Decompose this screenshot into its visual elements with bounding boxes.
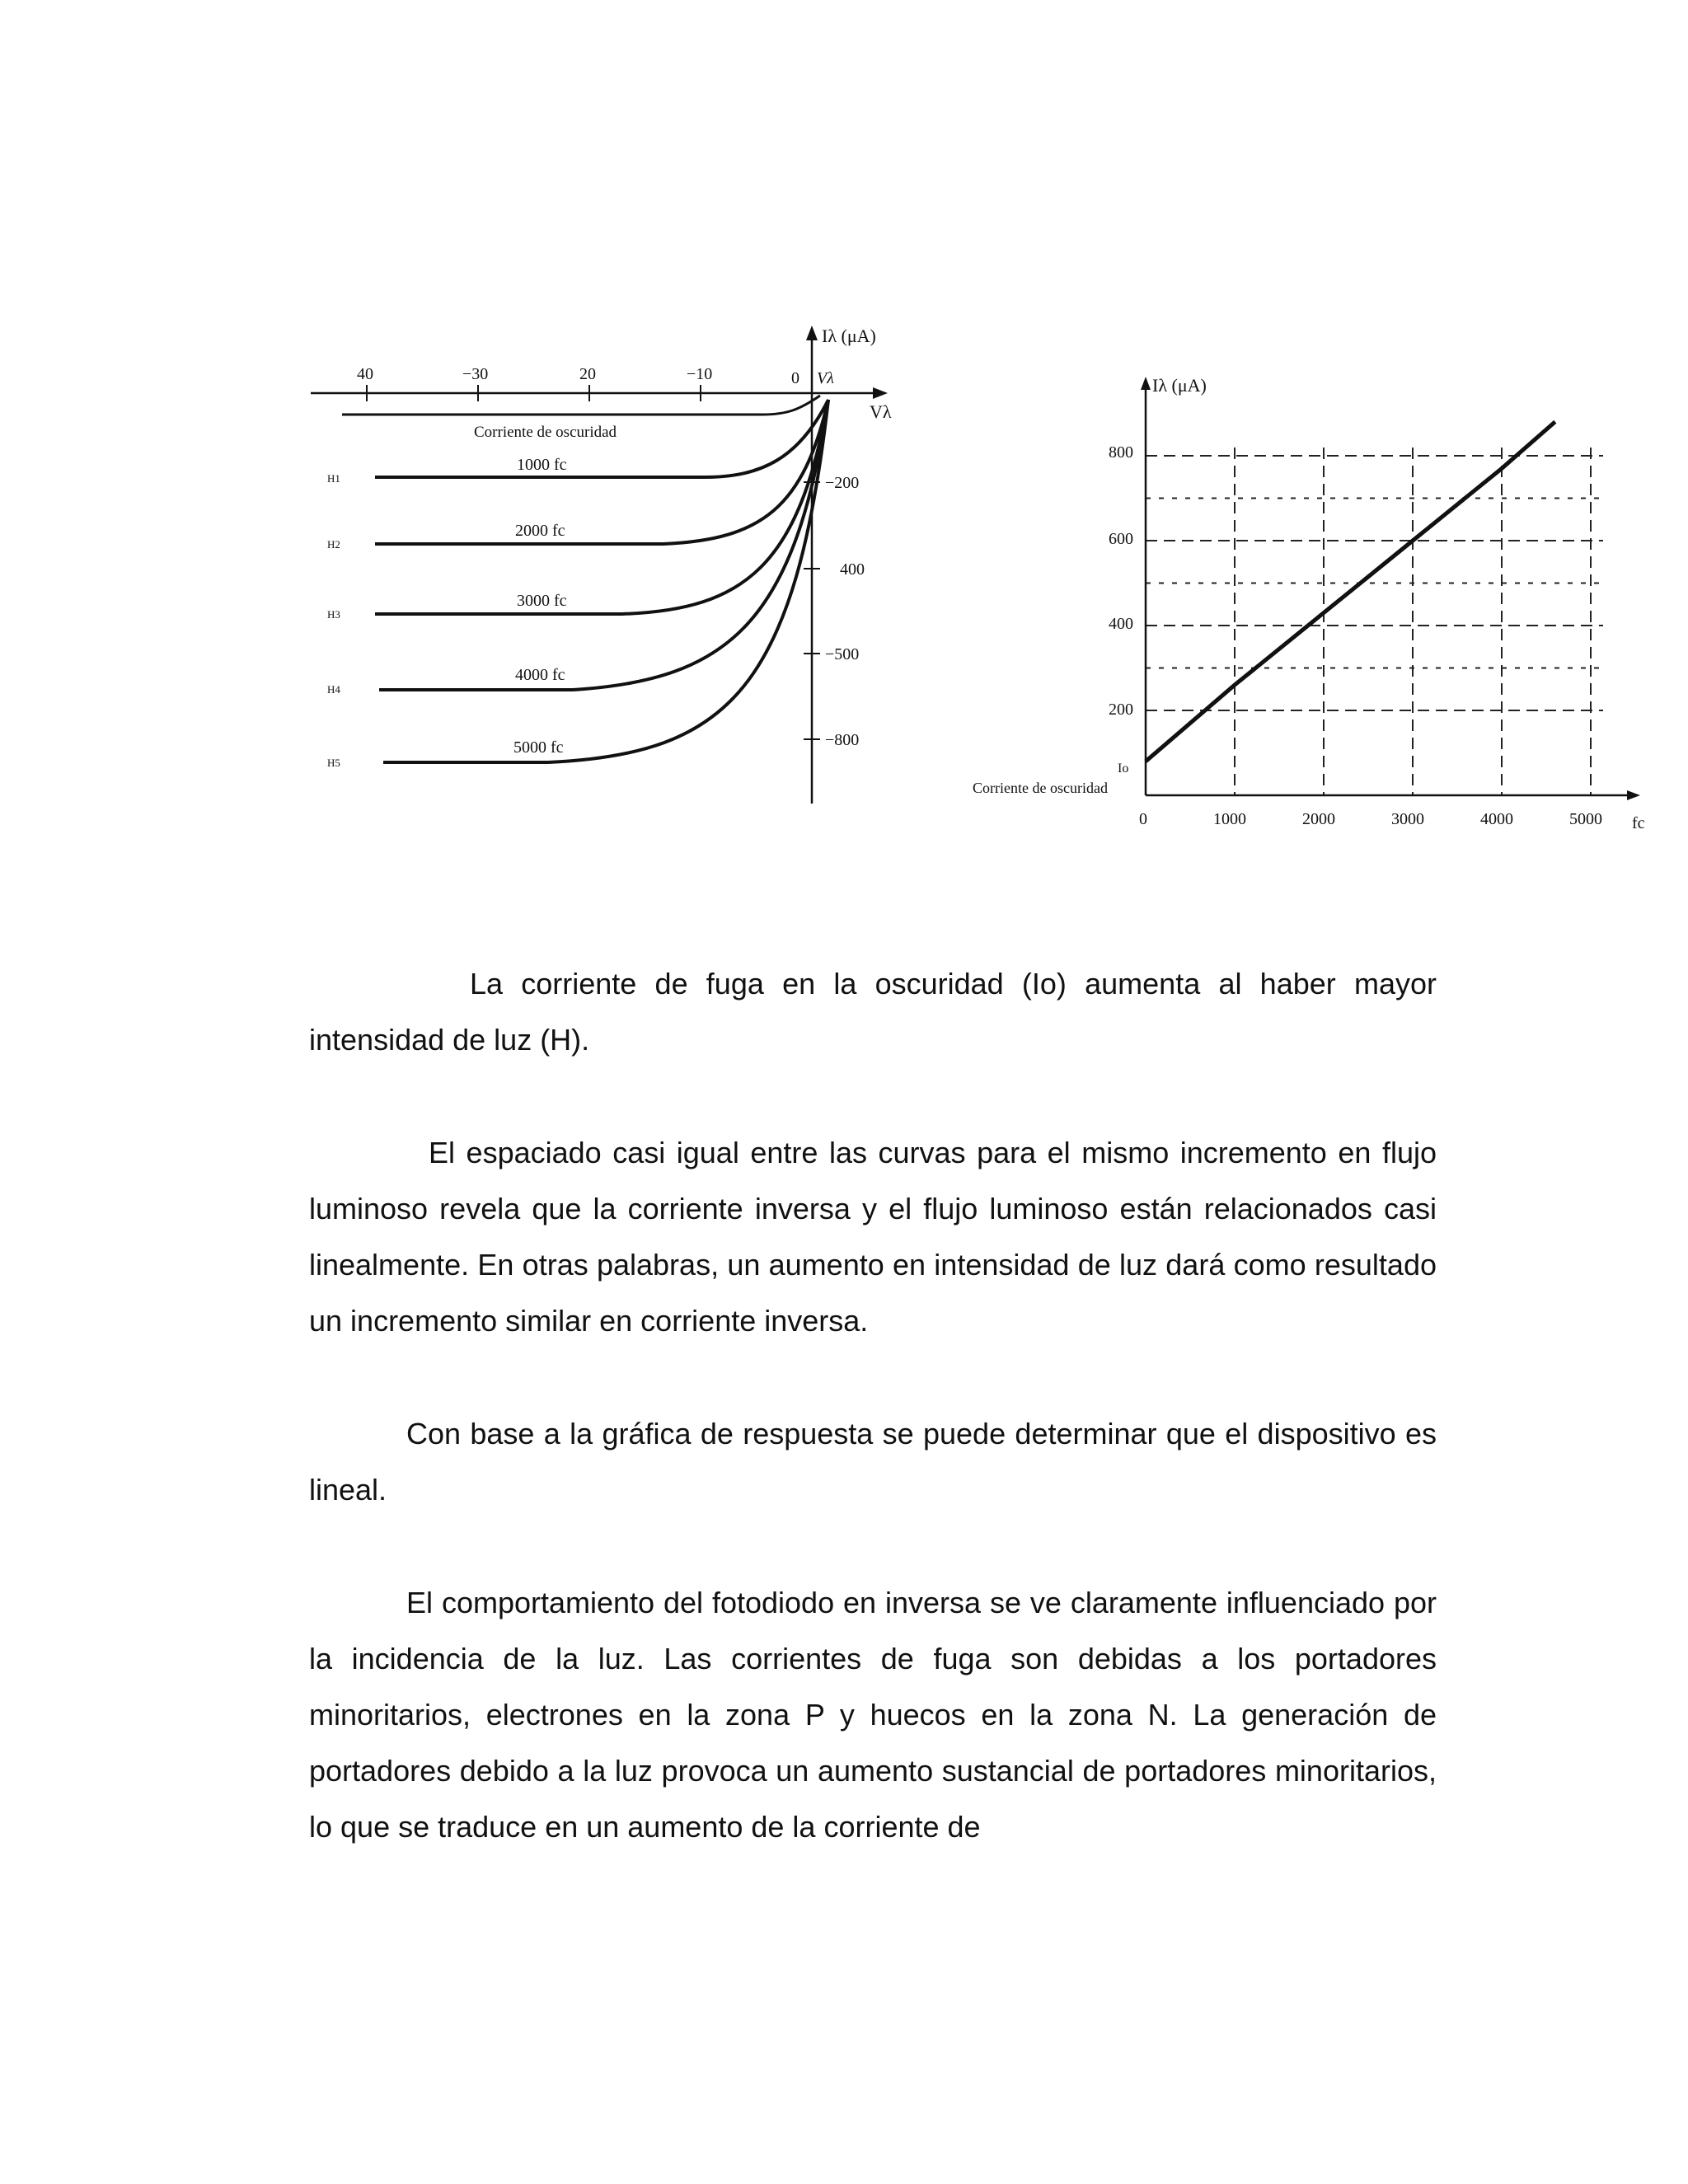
- left-mark: H5: [327, 757, 340, 769]
- y-tick-label: −800: [825, 731, 860, 749]
- response-x-tick-label: 1000: [1213, 810, 1246, 828]
- x-tick-label: −10: [687, 365, 713, 383]
- io-label: Io: [1118, 762, 1129, 776]
- dark-current-curve: [342, 396, 820, 415]
- response-y-axis-label: Iλ (μA): [1152, 375, 1207, 396]
- dark-current-label: Corriente de oscuridad: [474, 424, 617, 441]
- response-grid: [1146, 448, 1603, 795]
- y-axis-label: Iλ (μA): [822, 326, 876, 346]
- response-x-tick-label: 3000: [1391, 810, 1424, 828]
- x-ticks: [357, 365, 799, 401]
- vp-label: Vλ: [817, 369, 834, 387]
- paragraph-2: El espaciado casi igual entre las curvas para el mismo incremento en flujo luminoso revela que la corriente inversa y el flujo luminoso están relacionados casi linealmente. En otras palabras, un aumento en intensidad de luz dará como resultado un incremento similar en corriente inversa.: [309, 1136, 1437, 1338]
- y-tick-label: 400: [840, 560, 865, 579]
- x-axis-arrow: [873, 387, 888, 399]
- y-tick-label: −200: [825, 474, 860, 492]
- response-y-ticks: [1109, 443, 1133, 719]
- paragraph-4: El comportamiento del fotodiodo en inversa se ve claramente influenciado por la incidencia de la luz. Las corrientes de fuga son debidas a los portadores minoritarios, electrones en la zona P y huecos en la zona N. La generación de portadores debido a la luz provoca un aumento sustancial de portadores minoritarios, lo que se traduce en un aumento de la corriente de: [309, 1586, 1437, 1844]
- response-y-axis-arrow: [1141, 377, 1151, 390]
- response-x-tick-label: 0: [1139, 810, 1147, 828]
- response-x-ticks: [1139, 810, 1602, 828]
- curve-label: 2000 fc: [515, 522, 565, 540]
- reverse-curves-chart: [301, 317, 903, 824]
- curve-5000fc: [383, 400, 828, 762]
- paragraph-3: Con base a la gráfica de respuesta se puede determinar que el dispositivo es lineal.: [309, 1417, 1437, 1507]
- body-text: [309, 956, 1437, 1855]
- response-y-tick-label: 800: [1109, 443, 1133, 462]
- y-tick-label: −500: [825, 645, 860, 663]
- left-mark: H2: [327, 538, 340, 551]
- x-axis-label: Vλ: [870, 401, 892, 422]
- response-y-tick-label: 600: [1109, 530, 1133, 548]
- curve-label: 4000 fc: [515, 666, 565, 684]
- y-axis-arrow: [806, 326, 818, 340]
- paragraph-1: La corriente de fuga en la oscuridad (Io) aumenta al haber mayor intensidad de luz (H).: [309, 967, 1437, 1057]
- x-tick-label: −30: [462, 365, 489, 383]
- curve-label: 3000 fc: [517, 592, 567, 610]
- left-mark: H3: [327, 608, 340, 621]
- curve-label: 5000 fc: [513, 738, 564, 757]
- response-y-tick-label: 200: [1109, 701, 1133, 719]
- response-x-tick-label: 2000: [1302, 810, 1335, 828]
- curve-label: 1000 fc: [517, 456, 567, 474]
- x-tick-label: 40: [357, 365, 373, 383]
- x-tick-label: 0: [791, 369, 799, 387]
- response-y-tick-label: 400: [1109, 615, 1133, 633]
- response-x-axis-label: fc: [1632, 814, 1645, 832]
- response-x-tick-label: 5000: [1569, 810, 1602, 828]
- left-mark: H4: [327, 683, 340, 696]
- response-chart: [956, 367, 1681, 857]
- response-x-axis-arrow: [1627, 790, 1640, 800]
- curve-2000fc: [375, 400, 828, 544]
- response-dark-current-label: Corriente de oscuridad: [973, 780, 1108, 796]
- response-x-tick-label: 4000: [1480, 810, 1513, 828]
- left-mark: H1: [327, 472, 340, 485]
- x-tick-label: 20: [579, 365, 596, 383]
- curves: [342, 396, 828, 762]
